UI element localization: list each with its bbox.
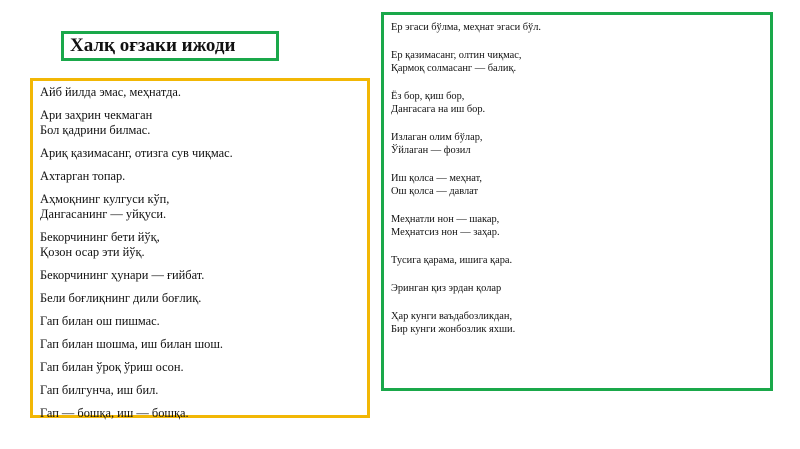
proverb [40,192,361,222]
left-proverb-panel [30,78,370,418]
proverb-line: Қозон осар эти йўқ. [40,245,145,259]
proverb-line: Ахтарган топар. [40,169,126,183]
proverb [391,21,764,34]
proverb-line: Айб йилда эмас, меҳнатда. [40,85,181,99]
proverb-line: Бели боғлиқнинг дили боғлиқ. [40,291,202,305]
proverb [40,383,361,398]
proverb-line: Гап билгунча, иш бил. [40,383,159,397]
proverb-line: Ҳар кунги ваъдабозликдан, [391,311,513,322]
proverb [40,169,361,184]
proverb [40,108,361,138]
proverb-line: Тусига қарама, ишига қара. [391,255,513,266]
proverb-line: Бир кунги жонбозлик яхши. [391,324,516,335]
proverb-line: Ер эгаси бўлма, меҳнат эгаси бўл. [391,22,542,33]
proverb-line: Излаган олим бўлар, [391,132,483,143]
proverb-line: Аҳмоқнинг кулгуси кўп, [40,192,170,206]
proverb-line: Гап билан ўроқ ўриш осон. [40,360,184,374]
proverb [40,85,361,100]
proverb [391,254,764,267]
proverb-line: Эринган қиз эрдан қолар [391,283,502,294]
proverb-line: Гап — бошқа, иш — бошқа. [40,406,189,420]
proverb-line: Дангасанинг — уйқуси. [40,207,167,221]
proverb [40,146,361,161]
proverb-line: Меҳнатли нон — шакар, [391,214,500,225]
proverb-line: Гап билан шошма, иш билан шош. [40,337,223,351]
proverb-line: Меҳнатсиз нон — заҳар. [391,227,500,238]
page-title: Халқ оғзаки ижоди [70,35,236,56]
proverb [391,213,764,239]
proverb [391,90,764,116]
proverb [391,282,764,295]
proverb [40,230,361,260]
proverb [391,172,764,198]
proverb-line: Ўйлаган — фозил [391,145,471,156]
proverb-line: Ер қазимасанг, олтин чиқмас, [391,50,522,61]
right-proverb-panel [381,12,773,391]
proverb [40,360,361,375]
proverb [40,314,361,329]
proverb-line: Бекорчининг бети йўқ, [40,230,160,244]
title-box [61,31,279,61]
proverb [40,268,361,283]
proverb [391,131,764,157]
proverb [40,406,361,421]
proverb-line: Ари заҳрин чекмаган [40,108,153,122]
proverb-line: Бол қадрини билмас. [40,123,151,137]
proverb-line: Ош қолса — давлат [391,186,479,197]
proverb-line: Гап билан ош пишмас. [40,314,160,328]
proverb-line: Иш қолса — меҳнат, [391,173,482,184]
proverb-line: Дангасага на иш бор. [391,104,486,115]
proverb-line: Бекорчининг ҳунари — ғийбат. [40,268,205,282]
proverb [391,49,764,75]
proverb [40,291,361,306]
proverb-line: Ёз бор, қиш бор, [391,91,465,102]
proverb [40,337,361,352]
proverb-line: Қармоқ солмасанг — балиқ. [391,63,517,74]
proverb-line: Ариқ қазимасанг, отизга сув чиқмас. [40,146,233,160]
proverb [391,310,764,336]
